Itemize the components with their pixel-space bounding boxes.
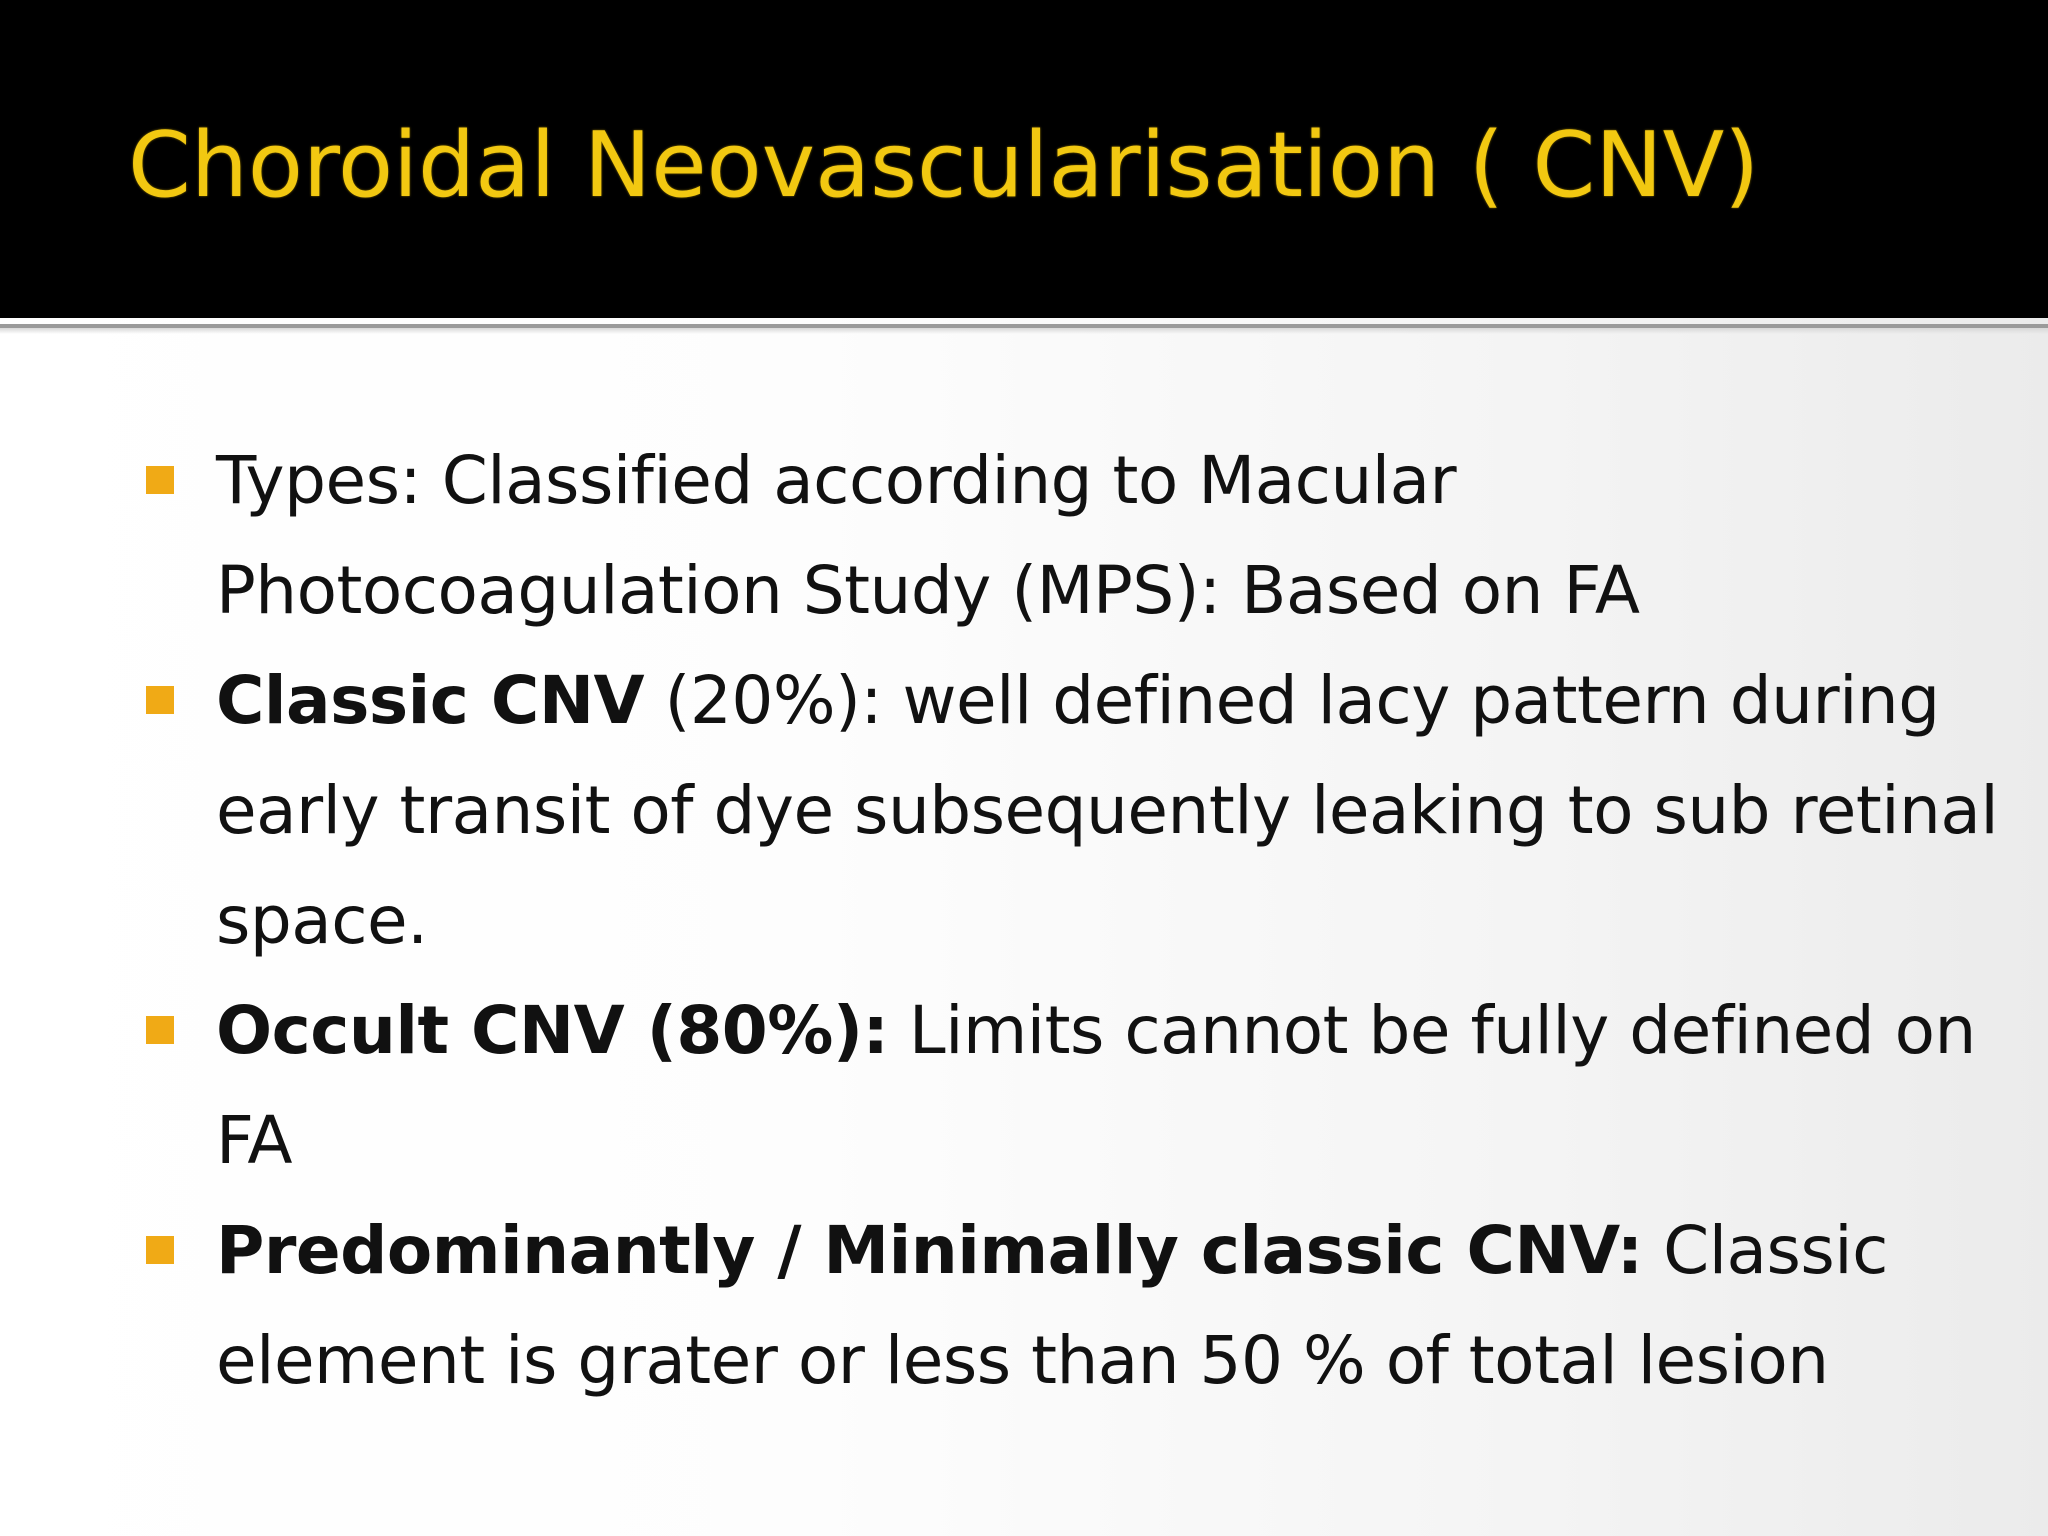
bullet-list: [146, 426, 2006, 1416]
bullet-text: Types: Classified according to Macular Photocoagulation Study (MPS): Based on FA: [216, 442, 1640, 629]
square-bullet-icon: [146, 1016, 174, 1044]
bullet-item-occult-cnv: [146, 976, 2006, 1196]
bullet-text: Limits cannot be fully defined on FA: [216, 992, 1976, 1179]
square-bullet-icon: [146, 466, 174, 494]
square-bullet-icon: [146, 686, 174, 714]
title-divider-shadow: [0, 328, 2048, 334]
bullet-text: (20%): well defined lacy pattern during early transit of dye subsequently leaking to sub retinal space.: [216, 662, 1999, 959]
bullet-bold-text: Classic CNV: [216, 662, 645, 739]
title-bar: [0, 0, 2048, 318]
bullet-item-types: [146, 426, 2006, 646]
bullet-item-classic-cnv: [146, 646, 2006, 976]
bullet-item-predominantly-minimally: [146, 1196, 2006, 1416]
bullet-text: Classic element is grater or less than 50 % of total lesion: [216, 1212, 1888, 1399]
slide-title: Choroidal Neovascularisation ( CNV): [128, 113, 1760, 218]
bullet-bold-text: Occult CNV (80%):: [216, 992, 889, 1069]
bullet-bold-text: Predominantly / Minimally classic CNV:: [216, 1212, 1643, 1289]
square-bullet-icon: [146, 1236, 174, 1264]
